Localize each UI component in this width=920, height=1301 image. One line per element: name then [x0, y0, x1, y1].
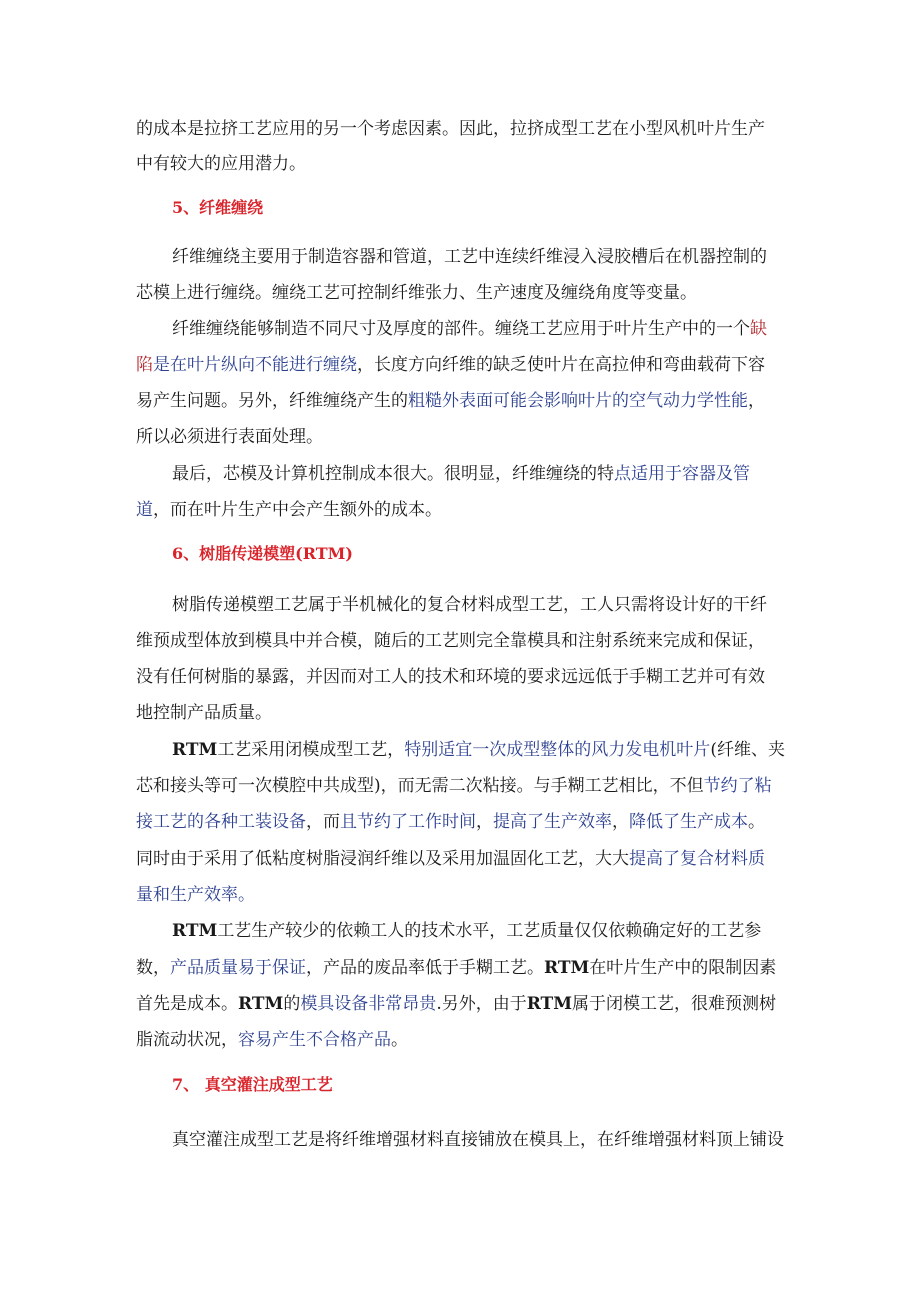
paragraph-line	[136, 775, 772, 797]
paragraph-line: 量和生产效率。	[136, 885, 255, 905]
emphasis-text: 且节约了工作时间	[340, 812, 476, 832]
paragraph-line: 真空灌注成型工艺是将纤维增强材料直接铺放在模具上，在纤维增强材料顶上铺设	[172, 1130, 784, 1150]
emphasis-text: 陷	[136, 355, 153, 375]
text-run: ，	[748, 391, 765, 411]
section-heading-5: 5、纤维缠绕	[172, 198, 264, 217]
section-heading-7: 7、 真空灌注成型工艺	[172, 1075, 333, 1094]
text-run: ，而在叶片生产中会产生额外的成本。	[153, 500, 442, 520]
paragraph-line	[136, 957, 776, 979]
paragraph-line: 纤维缠绕主要用于制造容器和管道，工艺中连续纤维浸入浸胶槽后在机器控制的	[172, 247, 767, 267]
text-run: ，产品的废品率低于手糊工艺。	[306, 958, 544, 978]
text-run: 易产生问题。另外，纤维缠绕产生的	[136, 391, 408, 411]
text-run: 首先是成本。	[136, 994, 238, 1014]
paragraph-line	[136, 354, 765, 376]
emphasis-text: 接工艺的各种工装设备	[136, 812, 306, 832]
text-run: 脂流动状况，	[136, 1030, 238, 1050]
emphasis-text: 缺	[750, 319, 767, 339]
text-run: ，	[612, 812, 629, 832]
paragraph-line: 所以必须进行表面处理。	[136, 427, 323, 447]
paragraph-line: 地控制产品质量。	[136, 703, 272, 723]
text-run: 。	[391, 1030, 408, 1050]
text-run: 数，	[136, 958, 170, 978]
text-run: RTM	[172, 740, 218, 760]
text-run: 。	[748, 812, 765, 832]
emphasis-text: 提高了生产效率	[493, 812, 612, 832]
text-run: 属于闭模工艺，很难预测树	[572, 994, 777, 1014]
emphasis-text: 是在叶片纵向不能进行缠绕	[153, 355, 357, 375]
text-run: 纤维缠绕能够制造不同尺寸及厚度的部件。缠绕工艺应用于叶片生产中的一个	[172, 319, 750, 339]
emphasis-text: 粗糙外表面可能会影响叶片的空气动力学性能	[408, 391, 748, 411]
text-run: 在叶片生产中的限制因素	[589, 958, 777, 978]
emphasis-text: 节约了粘	[703, 776, 772, 796]
paragraph-line: 的成本是拉挤工艺应用的另一个考虑因素。因此，拉挤成型工艺在小型风机叶片生产	[136, 119, 765, 139]
text-run: RTM	[172, 921, 218, 941]
paragraph-line	[172, 318, 767, 340]
emphasis-text: 道	[136, 500, 153, 520]
paragraph-line: 树脂传递模塑工艺属于半机械化的复合材料成型工艺，工人只需将设计好的干纤	[172, 595, 767, 615]
emphasis-text: 点适用于容器及管	[614, 464, 750, 484]
text-run: .另外，由于	[436, 994, 527, 1014]
emphasis-text: 模具设备非常昂贵	[300, 994, 437, 1014]
paragraph-line	[136, 811, 765, 833]
section-heading-6: 6、树脂传递模塑(RTM)	[172, 544, 353, 563]
paragraph-line: 芯模上进行缠绕。缠绕工艺可控制纤维张力、生产速度及缠绕角度等变量。	[136, 283, 697, 303]
text-run: 最后，芯模及计算机控制成本很大。很明显，纤维缠绕的特	[172, 464, 614, 484]
paragraph-line	[172, 920, 761, 942]
paragraph-line	[136, 390, 765, 412]
text-run: RTM	[526, 994, 573, 1014]
text-run: ，而	[306, 812, 340, 832]
text-run: RTM	[544, 958, 590, 978]
emphasis-text: 产品质量易于保证	[170, 958, 306, 978]
text-run: ，	[476, 812, 493, 832]
text-run: 芯和接头等可一次模腔中共成型)，而无需二次粘接。与手糊工艺相比，不但	[136, 776, 704, 796]
text-run: 同时由于采用了低粘度树脂浸润纤维以及采用加温固化工艺，大大	[136, 849, 629, 869]
text-run: (纤维、夹	[710, 740, 785, 760]
emphasis-text: 提高了复合材料质	[629, 849, 765, 869]
paragraph-line: 维预成型体放到模具中并合模，随后的工艺则完全靠模具和注射系统来完成和保证，	[136, 631, 765, 651]
emphasis-text: 特别适宜一次成型整体的风力发电机叶片	[404, 740, 711, 760]
text-run: 的	[283, 994, 301, 1014]
emphasis-text: 容易产生不合格产品	[238, 1030, 391, 1050]
paragraph-line	[172, 463, 750, 485]
paragraph-line	[172, 739, 785, 761]
paragraph-line	[136, 848, 765, 870]
paragraph-line: 中有较大的应用潜力。	[136, 154, 306, 174]
paragraph-line: 没有任何树脂的暴露，并因而对工人的技术和环境的要求远远低于手糊工艺并可有效	[136, 667, 765, 687]
text-run: 工艺生产较少的依赖工人的技术水平，工艺质量仅仅依赖确定好的工艺参	[217, 921, 762, 941]
paragraph-line	[136, 499, 442, 521]
paragraph-line	[136, 993, 776, 1015]
emphasis-text: 降低了生产成本	[629, 812, 748, 832]
text-run: RTM	[238, 994, 284, 1014]
paragraph-line	[136, 1029, 408, 1051]
text-run: 工艺采用闭模成型工艺，	[217, 740, 405, 760]
text-run: ，长度方向纤维的缺乏使叶片在高拉伸和弯曲载荷下容	[357, 355, 765, 375]
